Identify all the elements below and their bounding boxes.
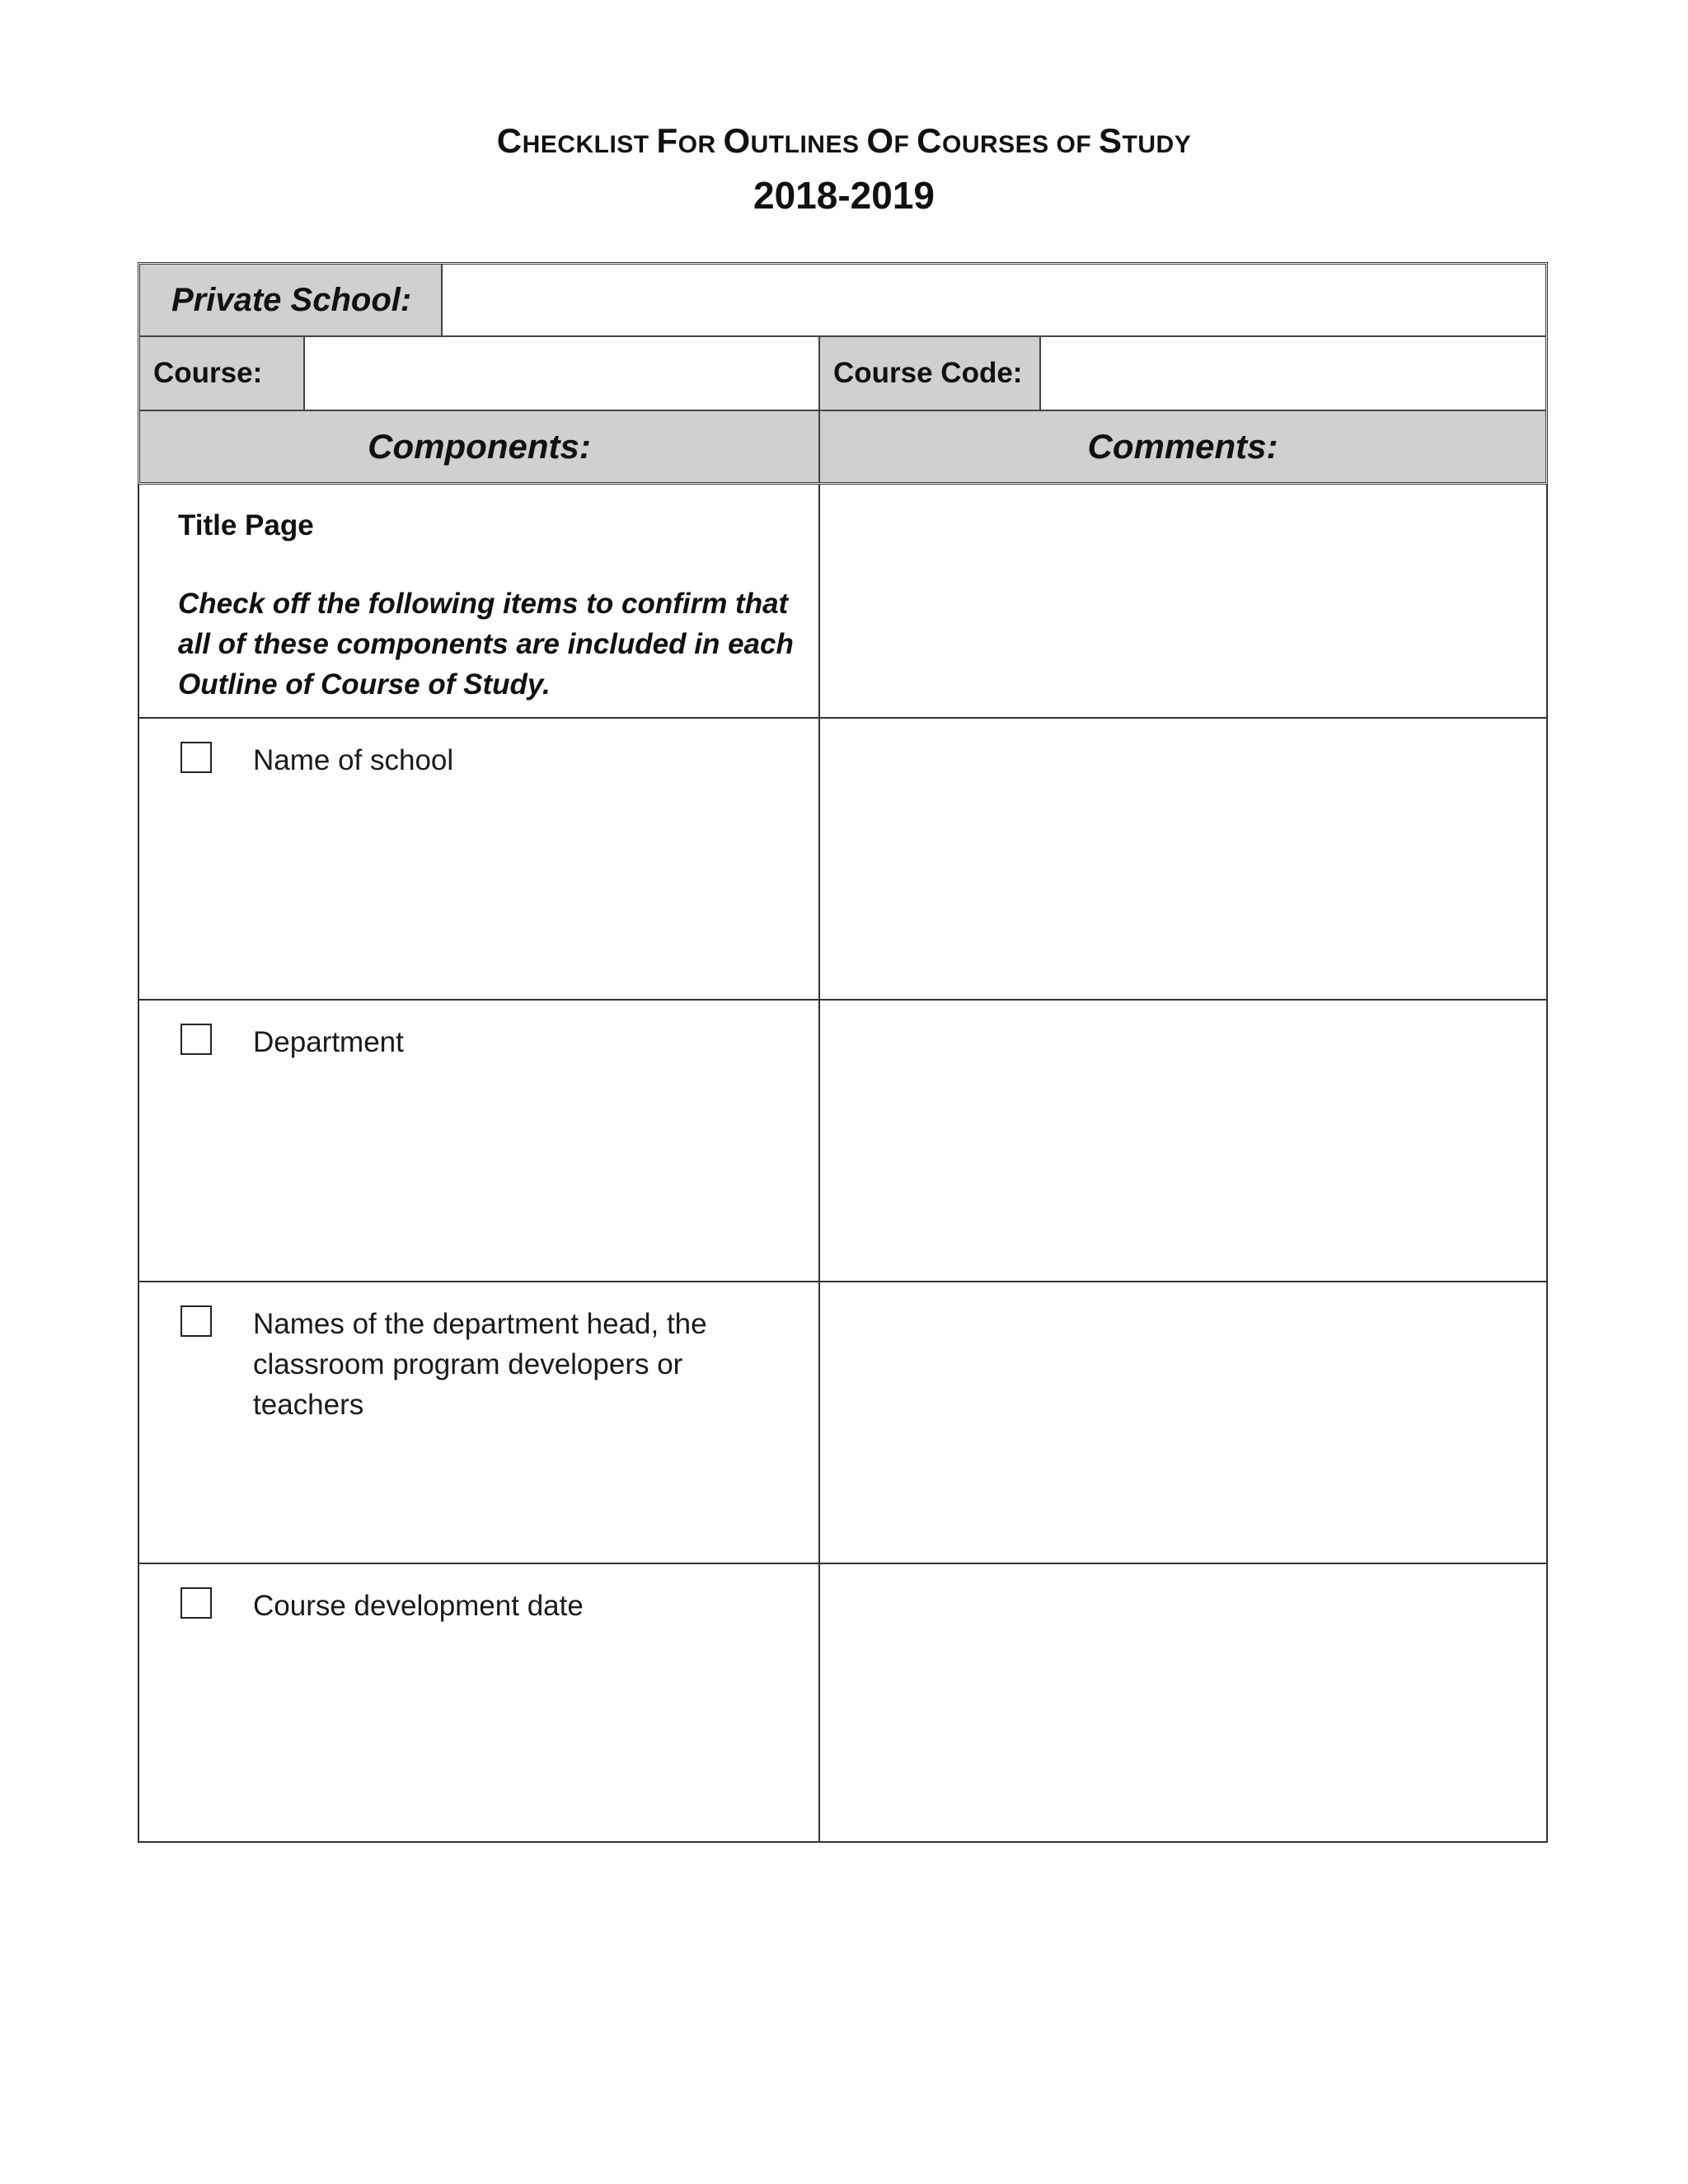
department-head-names-checkbox[interactable] xyxy=(181,1305,212,1337)
document-title xyxy=(0,121,1688,217)
course-code-field[interactable] xyxy=(1041,337,1545,411)
department-checkbox[interactable] xyxy=(181,1024,212,1055)
column-divider xyxy=(818,1564,820,1841)
name-of-school-checkbox[interactable] xyxy=(181,742,212,773)
checklist-item-label: Course development date xyxy=(253,1590,584,1622)
checklist-row xyxy=(139,719,1546,1001)
comments-header: Comments: xyxy=(820,411,1545,482)
title-page-heading: Title Page xyxy=(178,509,314,541)
checklist-item-label: Name of school xyxy=(253,744,454,776)
checklist-row xyxy=(139,1001,1546,1282)
private-school-label: Private School: xyxy=(140,265,443,337)
column-divider xyxy=(818,719,820,999)
title-main: CHECKLIST FOR OUTLINES OF COURSES OF STUDY xyxy=(496,121,1192,160)
checklist-item-label: Department xyxy=(253,1026,404,1058)
checklist-item-label: Names of the department head, the classroom program developers or teachers xyxy=(253,1308,707,1421)
checklist-table xyxy=(138,485,1548,1843)
column-divider xyxy=(818,1282,820,1563)
column-divider xyxy=(818,1001,820,1281)
private-school-field[interactable] xyxy=(443,265,1545,337)
course-field[interactable] xyxy=(305,337,820,411)
instructions-text: Check off the following items to confirm that all of these components are included in each Outline of Course of Study. xyxy=(178,588,794,701)
checklist-row xyxy=(139,1282,1546,1564)
title-year: 2018-2019 xyxy=(753,174,935,217)
course-development-date-checkbox[interactable] xyxy=(181,1587,212,1619)
header-table xyxy=(138,262,1548,485)
checklist-row xyxy=(139,1564,1546,1841)
course-code-label: Course Code: xyxy=(820,337,1041,411)
components-header: Components: xyxy=(140,411,820,482)
column-divider xyxy=(818,485,820,717)
intro-row xyxy=(139,485,1546,719)
course-label: Course: xyxy=(140,337,305,411)
